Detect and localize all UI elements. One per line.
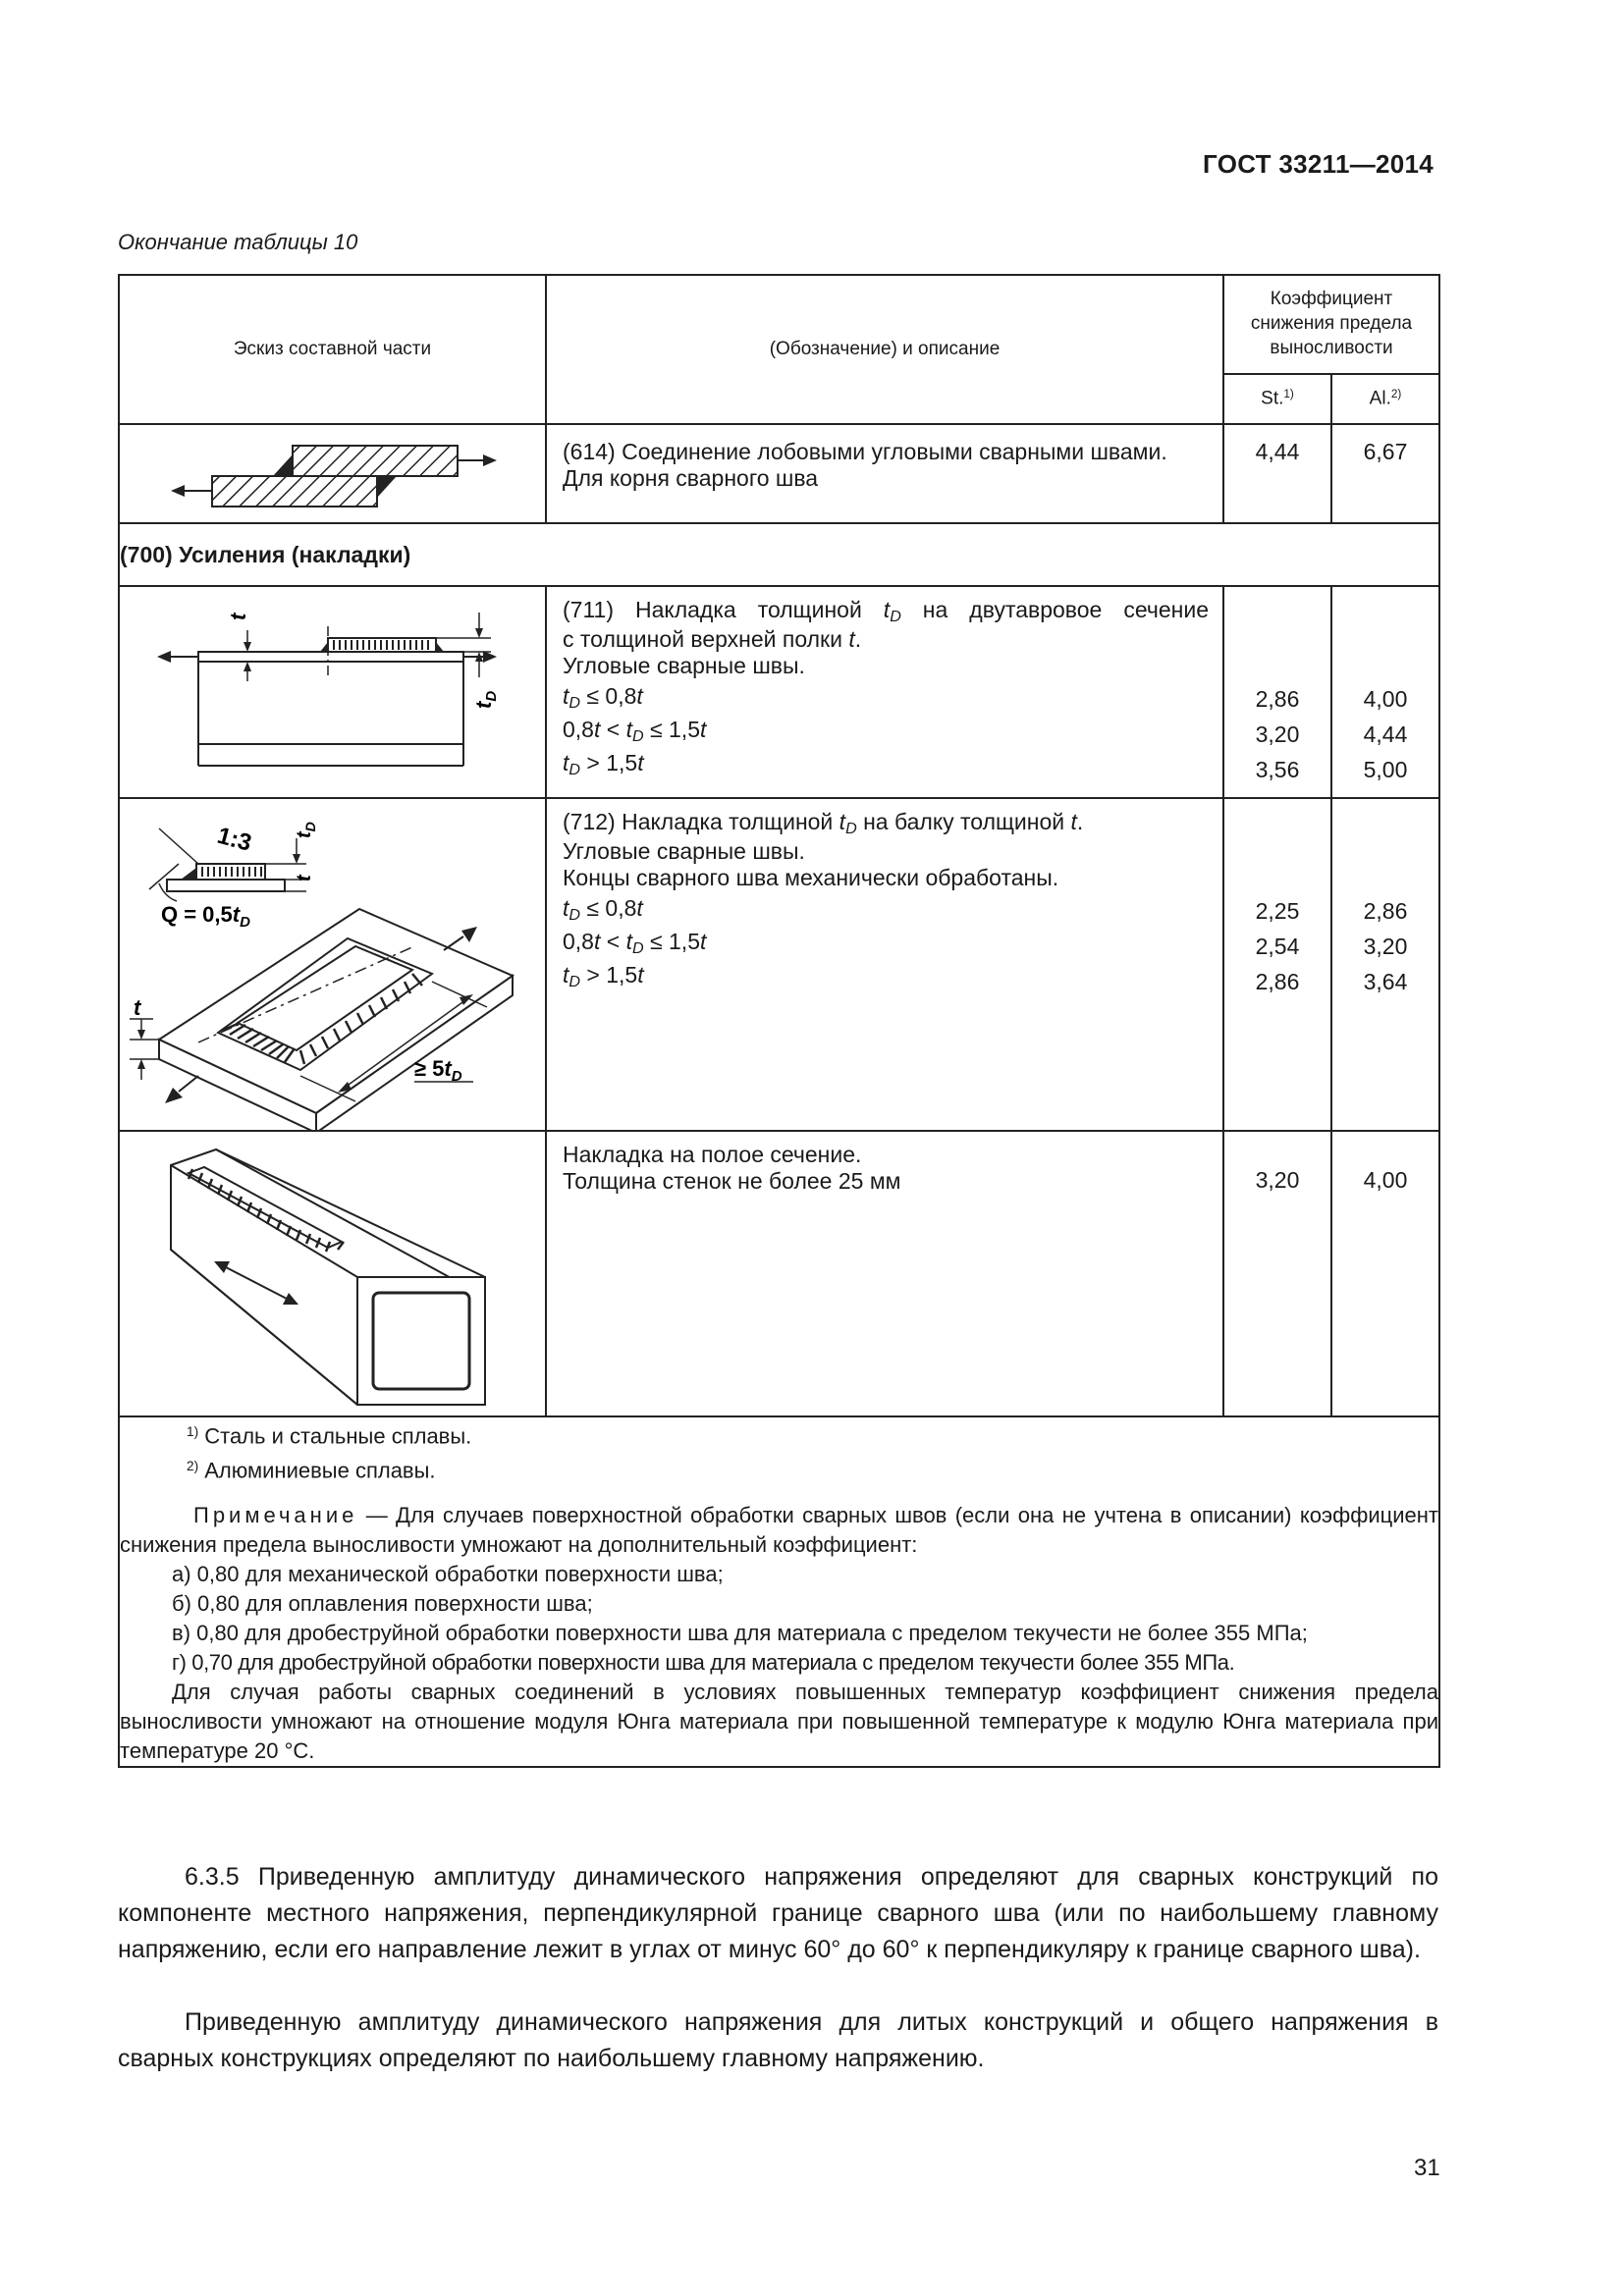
note-item-v: в) 0,80 для дробеструйной обработки поверхности шва для материала с пределом текучести не более 355 МПа; (172, 1621, 1308, 1645)
sketch-label-ratio: 1:3 (214, 822, 254, 857)
desc-614: (614) Соединение лобовыми угловыми сварными швами. Для корня сварного шва (546, 424, 1223, 523)
beam-plate-sketch (120, 799, 545, 1130)
al-711: 4,00 4,44 5,00 (1331, 586, 1439, 798)
paragraph-cast: Приведенную амплитуду динамического напряжения для литых конструкций и общего напряжения в сварных конструкциях определяют по наибольшему главному напряжению. (118, 2008, 1438, 2072)
table-row (119, 586, 1439, 798)
footnote-2: $^{2)}$ Алюминиевые сплавы. (187, 1458, 436, 1482)
note-last: Для случая работы сварных соединений в условиях повышенных температур коэффициент снижения предела выносливости умножают на отношение модуля Юнга материала при повышенной температуре к модулю Юнга материала при температуре 20 °С. (120, 1680, 1438, 1763)
page-number: 31 (1414, 2155, 1440, 2181)
header-coefficient: Коэффициент снижения предела выносливости (1223, 275, 1439, 374)
paragraph-6-3-5: 6.3.5 Приведенную амплитуду динамического напряжения определяют для сварных конструкций по компоненте местного напряжения, перпендикулярной границе сварного шва (или по наибольшему главному напряжению, если его направление лежит в углах от минус 60° до 60° к перпендикуляру к границе сварного шва). (118, 1863, 1438, 1963)
note-intro: Примечание — Для случаев поверхностной обработки сварных швов (если она не учтена в описании) коэффициент снижения предела выносливости умножают на дополнительный коэффициент: (120, 1503, 1438, 1557)
al-hollow: 4,00 (1331, 1131, 1439, 1416)
header-st: St.$^{1)}$ (1223, 374, 1331, 424)
st-614: 4,44 (1223, 424, 1331, 523)
table-caption: Окончание таблицы 10 (118, 230, 358, 254)
desc-hollow: Накладка на полое сечение. Толщина стенок не более 25 мм (546, 1131, 1223, 1416)
st-711: 2,86 3,20 3,56 (1223, 586, 1331, 798)
table-row (119, 798, 1439, 1131)
sketch-label-ge: ≥ $5t_D$ (414, 1056, 462, 1085)
table-row (119, 424, 1439, 523)
section-700-title: (700) Усиления (накладки) (119, 523, 1439, 586)
sketch-hollow (119, 1131, 546, 1416)
note-item-b: б) 0,80 для оплавления поверхности шва; (172, 1591, 593, 1616)
sketch-label-t2: t (294, 875, 315, 881)
table-row (119, 1131, 1439, 1416)
sketch-label-q: $Q = 0,5t_D$ (161, 902, 250, 931)
note-item-a: а) 0,80 для механической обработки поверхности шва; (172, 1562, 724, 1586)
sketch-614 (119, 424, 546, 523)
i-beam-plate-sketch (120, 587, 545, 797)
sketch-label-t: t (226, 613, 250, 620)
footnote-1: $^{1)}$ Сталь и стальные сплавы. (187, 1423, 472, 1449)
sketch-711 (119, 586, 546, 798)
table-notes (119, 1416, 1439, 1767)
fatigue-table (118, 274, 1440, 1768)
document-code: ГОСТ 33211—2014 (1203, 149, 1435, 179)
al-712: 2,86 3,20 3,64 (1331, 798, 1439, 1131)
header-sketch: Эскиз составной части (119, 275, 546, 424)
sketch-label-td: $t_D$ (471, 690, 500, 709)
fillet-joint-sketch (120, 425, 545, 522)
sketch-label-td2: $t_D$ (294, 822, 318, 838)
al-614: 6,67 (1331, 424, 1439, 523)
st-hollow: 3,20 (1223, 1131, 1331, 1416)
st-712: 2,25 2,54 2,86 (1223, 798, 1331, 1131)
header-description: (Обозначение) и описание (546, 275, 1223, 424)
sketch-712 (119, 798, 546, 1131)
desc-711: (711) Накладка толщиной $t_D$ на двутавровое сечение с толщиной верхней полки t. Угловые сварные швы. $t_D \le 0,8t$ $0,8t < t_D \le 1,5t$ $t_D > 1,5t$ (546, 586, 1223, 798)
note-item-g: г) 0,70 для дробеструйной обработки поверхности шва для материала с пределом текучести более 355 МПа. (172, 1650, 1235, 1675)
desc-712: (712) Накладка толщиной $t_D$ на балку толщиной t. Угловые сварные швы. Концы сварного шва механически обработаны. $t_D \le 0,8t$ $0,8t < t_D \le 1,5t$ $t_D > 1,5t$ (546, 798, 1223, 1131)
hollow-section-sketch (120, 1132, 545, 1415)
header-al: Al.$^{2)}$ (1331, 374, 1439, 424)
sketch-label-t3: t (134, 995, 141, 1020)
